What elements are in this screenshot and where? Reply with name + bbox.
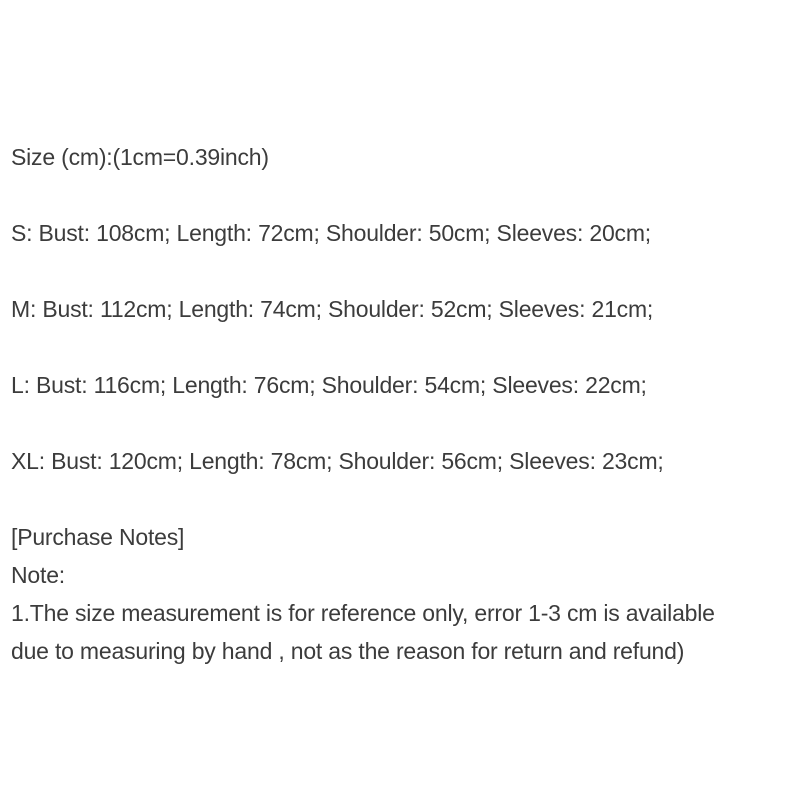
size-row-xl: XL: Bust: 120cm; Length: 78cm; Shoulder: 56cm; Sleeves: 23cm; bbox=[11, 448, 664, 474]
size-row-l: L: Bust: 116cm; Length: 76cm; Shoulder: 54cm; Sleeves: 22cm; bbox=[11, 372, 647, 398]
size-row-s: S: Bust: 108cm; Length: 72cm; Shoulder: 50cm; Sleeves: 20cm; bbox=[11, 220, 651, 246]
purchase-notes-heading: [Purchase Notes] bbox=[11, 524, 185, 550]
note-label: Note: bbox=[11, 562, 65, 588]
note-line-1: 1.The size measurement is for reference only, error 1-3 cm is available bbox=[11, 600, 715, 626]
size-header: Size (cm):(1cm=0.39inch) bbox=[11, 144, 269, 170]
size-row-m: M: Bust: 112cm; Length: 74cm; Shoulder: 52cm; Sleeves: 21cm; bbox=[11, 296, 654, 322]
note-line-2: due to measuring by hand , not as the reason for return and refund) bbox=[11, 638, 685, 664]
